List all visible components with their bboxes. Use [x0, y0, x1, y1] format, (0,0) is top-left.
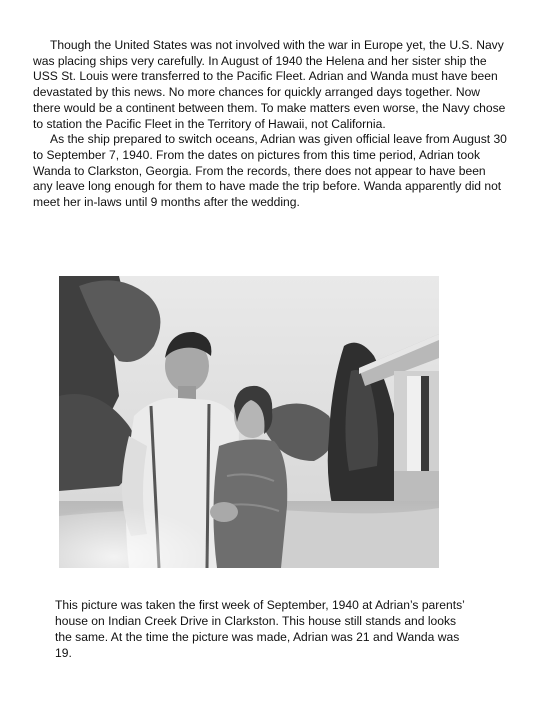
paragraph-2: As the ship prepared to switch oceans, Adrian was given official leave from August 30 to September 7, 1940. From the dates on pictures from this time period, Adrian took Wanda to Clarkston, Georgia. From the records, there does not appear to have been any leave long enough for them to have made the trip before. Wanda apparently did not meet her in-laws until 9 months after the wedding.: [33, 132, 507, 210]
body-text: [33, 38, 507, 211]
paragraph-1: Though the United States was not involved with the war in Europe yet, the U.S. Navy was placing ships very carefully. In August of 1940 the Helena and her sister ship the USS St. Louis were transferred to the Pacific Fleet. Adrian and Wanda must have been devastated by this news. No more chances for quickly arranged days together. Now there would be a continent between them. To make matters even worse, the Navy chose to station the Pacific Fleet in the Territory of Hawaii, not California.: [33, 38, 506, 131]
photo-image: [59, 276, 439, 568]
photo-caption: This picture was taken the first week of September, 1940 at Adrian’s parents’ house on Indian Creek Drive in Clarkston. This house still stands and looks the same. At the time the picture was made, Adrian was 21 and Wanda was 19.: [55, 598, 465, 660]
couple-photograph: [59, 276, 439, 568]
